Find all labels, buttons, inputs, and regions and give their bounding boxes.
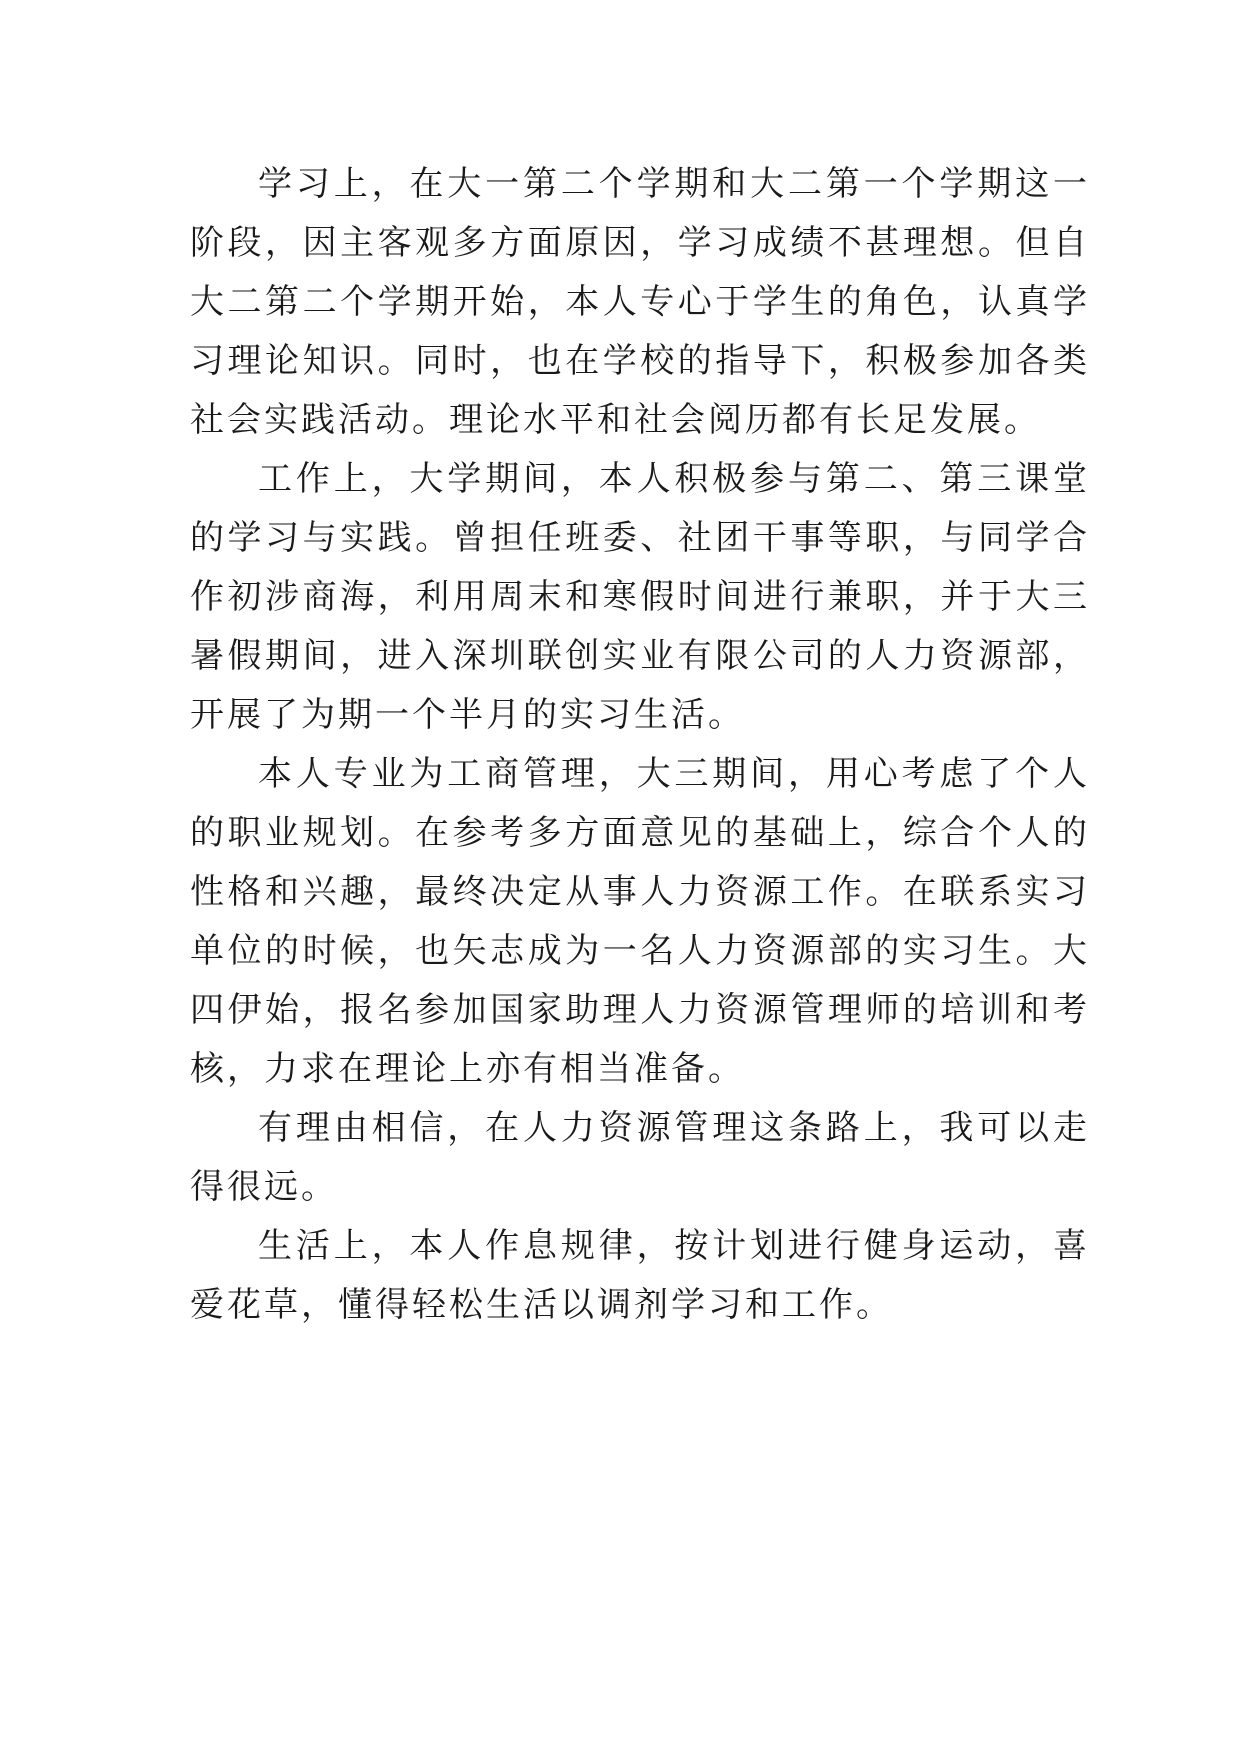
paragraph-career-plan: 本人专业为工商管理，大三期间，用心考虑了个人的职业规划。在参考多方面意见的基础上，综合个人的性格和兴趣，最终决定从事人力资源工作。在联系实习单位的时候，也矢志成为一名人力资源部的实习生。大四伊始，报名参加国家助理人力资源管理师的培训和考核，力求在理论上亦有相当准备。 [190,754,1090,1089]
paragraph-confidence: 有理由相信，在人力资源管理这条路上，我可以走得很远。 [190,1108,1090,1207]
document-body [190,155,1090,1335]
paragraph-work: 工作上，大学期间，本人积极参与第二、第三课堂的学习与实践。曾担任班委、社团干事等职，与同学合作初涉商海，利用周末和寒假时间进行兼职，并于大三暑假期间，进入深圳联创实业有限公司的人力资源部，开展了为期一个半月的实习生活。 [190,459,1090,735]
paragraph-study: 学习上，在大一第二个学期和大二第一个学期这一阶段，因主客观多方面原因，学习成绩不甚理想。但自大二第二个学期开始，本人专心于学生的角色，认真学习理论知识。同时，也在学校的指导下，积极参加各类社会实践活动。理论水平和社会阅历都有长足发展。 [190,164,1090,440]
paragraph-life: 生活上，本人作息规律，按计划进行健身运动，喜爱花草，懂得轻松生活以调剂学习和工作。 [190,1226,1090,1325]
